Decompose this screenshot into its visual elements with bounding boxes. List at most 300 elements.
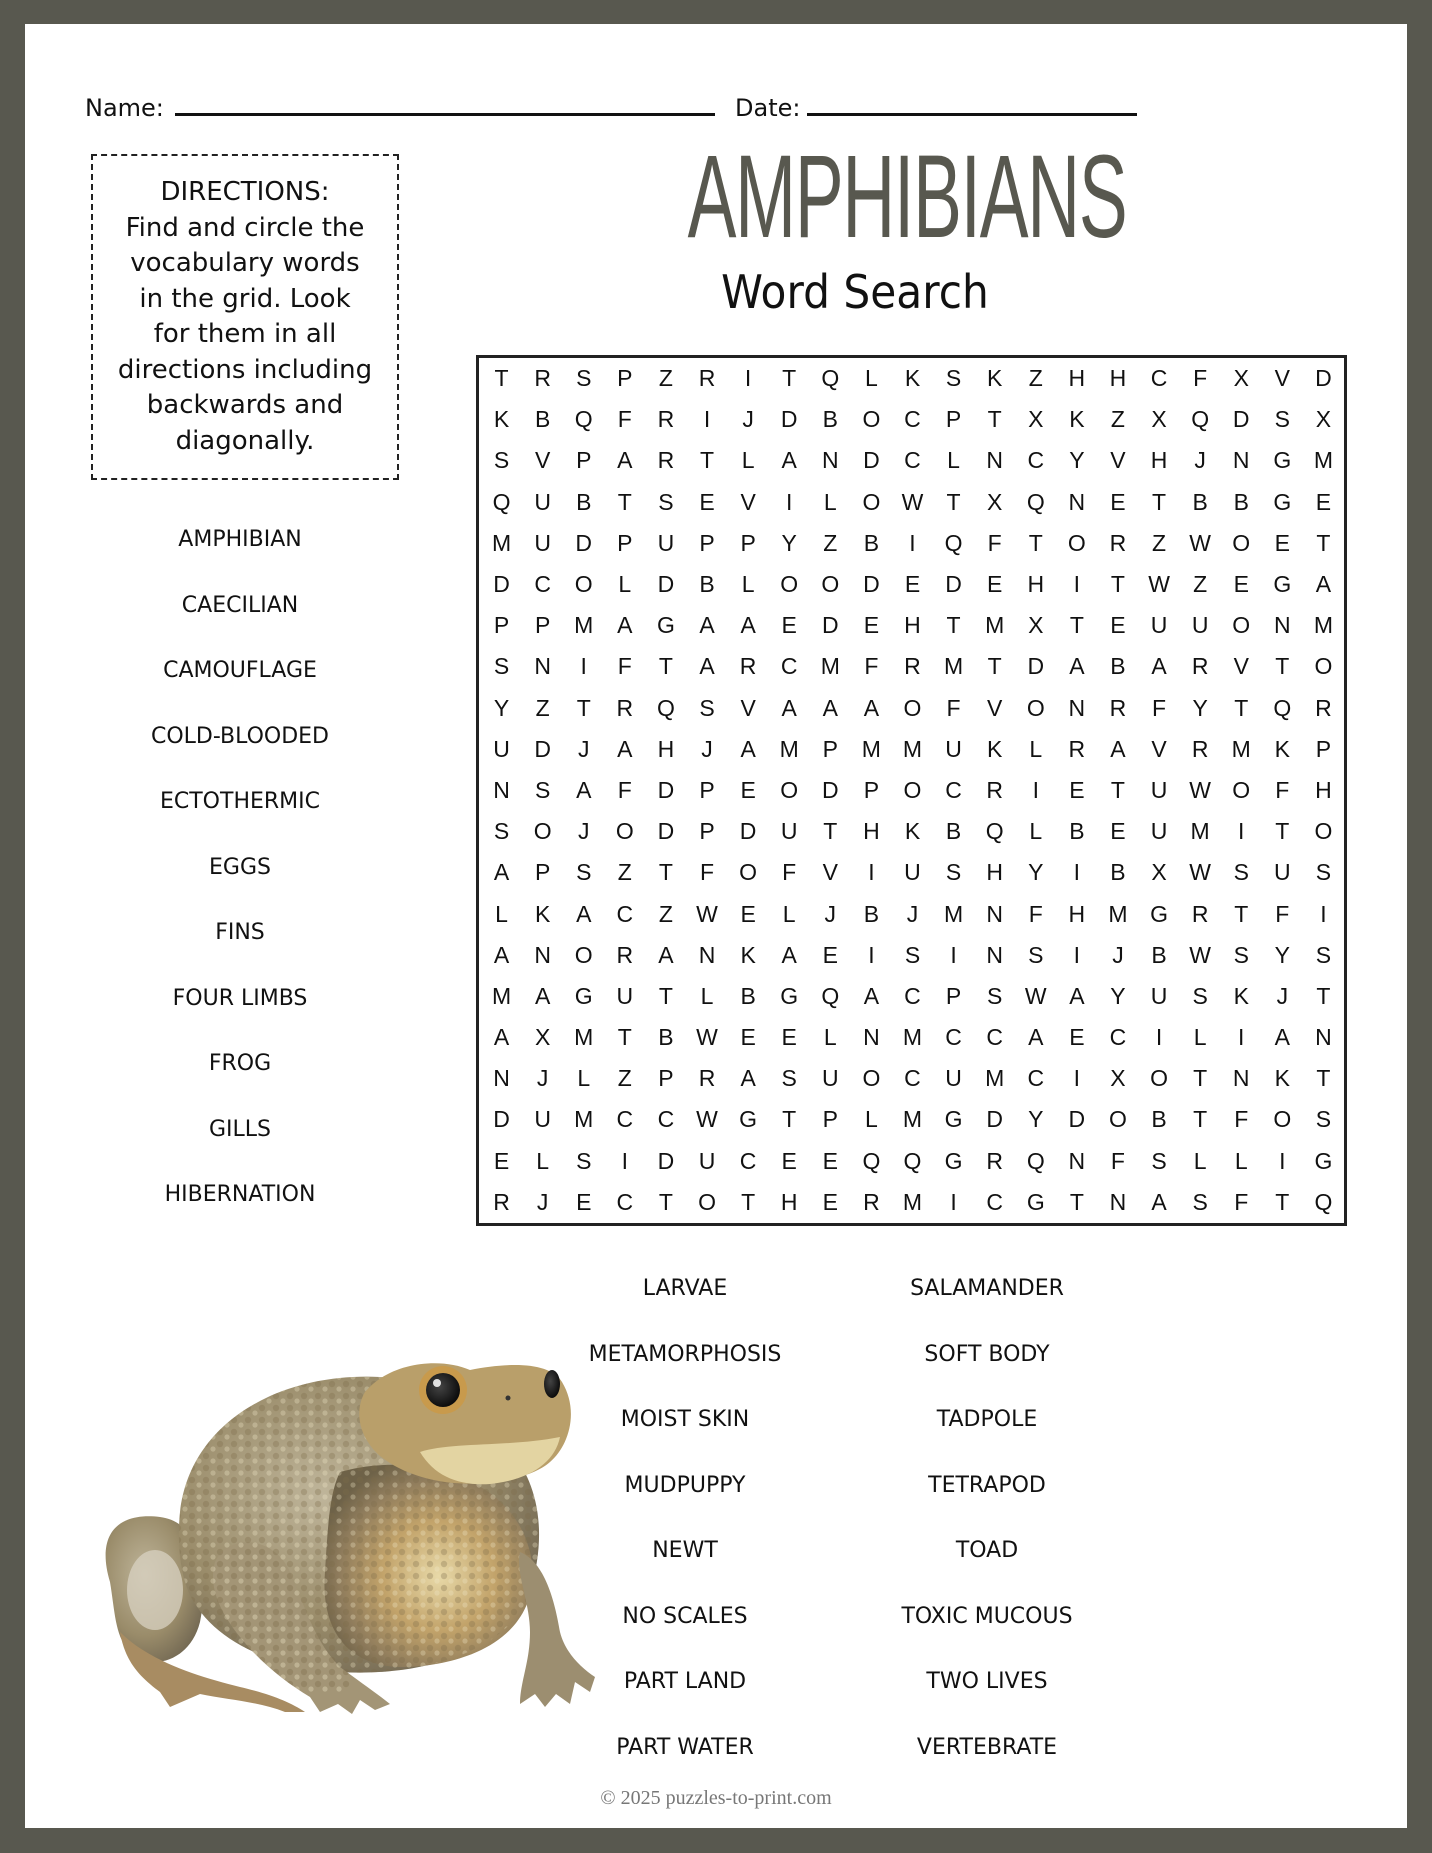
grid-cell[interactable]: K xyxy=(740,941,756,968)
grid-cell[interactable]: Z xyxy=(823,529,838,556)
grid-cell[interactable]: N xyxy=(1274,612,1291,639)
grid-cell[interactable]: T xyxy=(987,653,1002,680)
grid-cell[interactable]: R xyxy=(904,653,921,680)
grid-cell[interactable]: X xyxy=(1151,406,1167,433)
grid-cell[interactable]: M xyxy=(1231,735,1251,762)
grid-cell[interactable]: A xyxy=(863,982,880,1009)
grid-cell[interactable]: A xyxy=(617,735,633,762)
grid-cell[interactable]: O xyxy=(698,1188,716,1215)
grid-cell[interactable]: A xyxy=(781,447,797,474)
grid-cell[interactable]: L xyxy=(618,571,632,598)
grid-cell[interactable]: W xyxy=(1189,859,1211,886)
grid-cell[interactable]: D xyxy=(657,1147,675,1174)
grid-cell[interactable]: R xyxy=(657,447,675,474)
grid-cell[interactable]: S xyxy=(1192,982,1208,1009)
grid-cell[interactable]: F xyxy=(617,653,632,680)
grid-cell[interactable]: J xyxy=(536,1065,549,1092)
grid-cell[interactable]: M xyxy=(902,1024,923,1051)
grid-cell[interactable]: S xyxy=(1151,1147,1167,1174)
grid-cell[interactable]: L xyxy=(741,571,755,598)
grid-cell[interactable]: A xyxy=(781,941,797,968)
grid-cell[interactable]: D xyxy=(657,571,675,598)
grid-cell[interactable]: L xyxy=(782,900,796,927)
grid-cell[interactable]: I xyxy=(950,941,957,968)
grid-cell[interactable]: T xyxy=(782,365,797,392)
grid-cell[interactable]: C xyxy=(1027,1065,1045,1092)
grid-cell[interactable]: D xyxy=(1232,406,1250,433)
grid-cell[interactable]: C xyxy=(986,1024,1003,1051)
grid-cell[interactable]: O xyxy=(821,571,840,598)
grid-cell[interactable]: S xyxy=(904,941,921,968)
grid-cell[interactable]: N xyxy=(986,941,1003,968)
grid-cell[interactable]: Q xyxy=(903,1147,922,1174)
word-search-grid[interactable] xyxy=(476,355,1347,1226)
grid-cell[interactable]: O xyxy=(1232,529,1251,556)
grid-cell[interactable]: R xyxy=(616,941,634,968)
grid-cell[interactable]: X xyxy=(1110,1065,1126,1092)
grid-cell[interactable]: I xyxy=(1073,941,1081,968)
grid-cell[interactable]: G xyxy=(944,1147,963,1174)
grid-cell[interactable]: H xyxy=(780,1188,798,1215)
grid-cell[interactable]: B xyxy=(1233,488,1249,515)
grid-cell[interactable]: I xyxy=(1073,1065,1081,1092)
grid-cell[interactable]: Z xyxy=(617,1065,632,1092)
grid-cell[interactable]: W xyxy=(1189,529,1211,556)
grid-cell[interactable]: I xyxy=(1073,859,1081,886)
grid-cell[interactable]: A xyxy=(576,900,592,927)
grid-cell[interactable]: M xyxy=(861,735,881,762)
grid-cell[interactable]: T xyxy=(946,488,961,515)
grid-cell[interactable]: U xyxy=(821,1065,839,1092)
grid-cell[interactable]: U xyxy=(780,818,798,845)
grid-cell[interactable]: O xyxy=(780,571,799,598)
grid-cell[interactable]: C xyxy=(904,406,921,433)
grid-cell[interactable]: F xyxy=(617,406,632,433)
grid-cell[interactable]: T xyxy=(617,488,632,515)
grid-cell[interactable]: E xyxy=(822,1188,838,1215)
grid-cell[interactable]: Q xyxy=(821,365,840,392)
grid-cell[interactable]: Z xyxy=(535,694,550,721)
grid-cell[interactable]: N xyxy=(863,1024,880,1051)
grid-cell[interactable]: N xyxy=(1232,1065,1250,1092)
grid-cell[interactable]: U xyxy=(534,529,551,556)
grid-cell[interactable]: M xyxy=(943,653,964,680)
grid-cell[interactable]: A xyxy=(658,941,674,968)
grid-cell[interactable]: M xyxy=(779,735,799,762)
grid-cell[interactable]: I xyxy=(786,488,793,515)
grid-cell[interactable]: G xyxy=(1273,571,1292,598)
grid-cell[interactable]: B xyxy=(658,1024,674,1051)
grid-cell[interactable]: O xyxy=(862,1065,881,1092)
grid-cell[interactable]: O xyxy=(862,406,881,433)
grid-cell[interactable]: Q xyxy=(821,982,840,1009)
grid-cell[interactable]: M xyxy=(902,1188,923,1215)
grid-cell[interactable]: O xyxy=(574,571,593,598)
grid-cell[interactable]: U xyxy=(657,529,675,556)
grid-cell[interactable]: C xyxy=(616,1106,634,1133)
grid-cell[interactable]: D xyxy=(657,776,675,803)
grid-cell[interactable]: X xyxy=(987,488,1003,515)
grid-cell[interactable]: P xyxy=(822,1106,838,1133)
grid-cell[interactable]: F xyxy=(1275,900,1290,927)
grid-cell[interactable]: B xyxy=(822,406,838,433)
grid-cell[interactable]: O xyxy=(1150,1065,1168,1092)
grid-cell[interactable]: P xyxy=(617,529,633,556)
grid-cell[interactable]: I xyxy=(1238,1024,1245,1051)
grid-cell[interactable]: S xyxy=(493,653,510,680)
grid-cell[interactable]: H xyxy=(1068,365,1086,392)
grid-cell[interactable]: D xyxy=(863,447,880,474)
grid-cell[interactable]: Q xyxy=(1026,488,1045,515)
grid-cell[interactable]: T xyxy=(1028,529,1043,556)
grid-cell[interactable]: T xyxy=(741,1188,756,1215)
grid-cell[interactable]: I xyxy=(1073,571,1081,598)
name-field[interactable] xyxy=(175,113,715,116)
grid-cell[interactable]: C xyxy=(945,1024,962,1051)
grid-cell[interactable]: U xyxy=(1274,859,1291,886)
grid-cell[interactable]: U xyxy=(534,1106,551,1133)
grid-cell[interactable]: T xyxy=(1152,488,1167,515)
grid-cell[interactable]: U xyxy=(1150,612,1168,639)
grid-cell[interactable]: J xyxy=(536,1188,549,1215)
grid-cell[interactable]: Q xyxy=(862,1147,881,1174)
grid-cell[interactable]: G xyxy=(1314,1147,1333,1174)
grid-cell[interactable]: W xyxy=(901,488,924,515)
grid-cell[interactable]: R xyxy=(739,653,757,680)
grid-cell[interactable]: S xyxy=(576,365,592,392)
grid-cell[interactable]: O xyxy=(615,818,634,845)
grid-cell[interactable]: O xyxy=(1232,612,1251,639)
grid-cell[interactable]: L xyxy=(1029,735,1043,762)
grid-cell[interactable]: O xyxy=(1273,1106,1292,1133)
grid-cell[interactable]: D xyxy=(657,818,675,845)
grid-cell[interactable]: Q xyxy=(574,406,593,433)
grid-cell[interactable]: F xyxy=(699,859,715,886)
grid-cell[interactable]: X xyxy=(1028,612,1044,639)
grid-cell[interactable]: C xyxy=(616,900,634,927)
grid-cell[interactable]: K xyxy=(1274,1065,1290,1092)
grid-cell[interactable]: T xyxy=(782,1106,797,1133)
grid-cell[interactable]: P xyxy=(534,612,551,639)
grid-cell[interactable]: B xyxy=(863,900,880,927)
grid-cell[interactable]: P xyxy=(493,612,510,639)
grid-cell[interactable]: P xyxy=(576,447,592,474)
grid-cell[interactable]: M xyxy=(491,529,512,556)
grid-cell[interactable]: E xyxy=(987,571,1003,598)
grid-cell[interactable]: F xyxy=(1152,694,1167,721)
grid-cell[interactable]: T xyxy=(946,612,961,639)
grid-cell[interactable]: E xyxy=(1069,1024,1085,1051)
grid-cell[interactable]: M xyxy=(1313,612,1333,639)
grid-cell[interactable]: D xyxy=(780,406,798,433)
grid-cell[interactable]: Z xyxy=(658,365,673,392)
grid-cell[interactable]: D xyxy=(863,571,880,598)
grid-cell[interactable]: B xyxy=(1151,1106,1167,1133)
grid-cell[interactable]: L xyxy=(1193,1024,1207,1051)
grid-cell[interactable]: C xyxy=(739,1147,757,1174)
grid-cell[interactable]: V xyxy=(822,859,838,886)
grid-cell[interactable]: E xyxy=(699,488,715,515)
grid-cell[interactable]: I xyxy=(909,529,916,556)
grid-cell[interactable]: E xyxy=(493,1147,510,1174)
grid-cell[interactable]: P xyxy=(863,776,880,803)
grid-cell[interactable]: S xyxy=(1192,1188,1208,1215)
grid-cell[interactable]: A xyxy=(781,694,797,721)
grid-cell[interactable]: M xyxy=(985,612,1005,639)
grid-cell[interactable]: V xyxy=(1233,653,1249,680)
grid-cell[interactable]: O xyxy=(1314,818,1333,845)
grid-cell[interactable]: B xyxy=(1110,859,1126,886)
grid-cell[interactable]: G xyxy=(780,982,799,1009)
grid-cell[interactable]: B xyxy=(1192,488,1208,515)
grid-cell[interactable]: J xyxy=(577,735,590,762)
grid-cell[interactable]: I xyxy=(868,941,875,968)
grid-cell[interactable]: V xyxy=(740,488,756,515)
grid-cell[interactable]: C xyxy=(904,982,921,1009)
grid-cell[interactable]: S xyxy=(781,1065,797,1092)
grid-cell[interactable]: T xyxy=(1316,1065,1331,1092)
grid-cell[interactable]: I xyxy=(703,406,711,433)
grid-cell[interactable]: O xyxy=(1232,776,1251,803)
grid-cell[interactable]: A xyxy=(699,653,715,680)
grid-cell[interactable]: T xyxy=(823,818,838,845)
grid-cell[interactable]: A xyxy=(493,859,510,886)
grid-cell[interactable]: P xyxy=(945,982,962,1009)
grid-cell[interactable]: U xyxy=(534,488,551,515)
grid-cell[interactable]: D xyxy=(1068,1106,1086,1133)
grid-cell[interactable]: D xyxy=(493,1106,510,1133)
grid-cell[interactable]: O xyxy=(533,818,552,845)
grid-cell[interactable]: P xyxy=(699,529,715,556)
grid-cell[interactable]: A xyxy=(1110,735,1126,762)
grid-cell[interactable]: L xyxy=(864,365,878,392)
grid-cell[interactable]: L xyxy=(823,1024,837,1051)
grid-cell[interactable]: M xyxy=(902,735,923,762)
grid-cell[interactable]: B xyxy=(1110,653,1126,680)
grid-cell[interactable]: V xyxy=(740,694,756,721)
grid-cell[interactable]: E xyxy=(740,900,756,927)
grid-cell[interactable]: R xyxy=(493,1188,510,1215)
grid-cell[interactable]: A xyxy=(534,982,551,1009)
grid-cell[interactable]: E xyxy=(1069,776,1085,803)
grid-cell[interactable]: X xyxy=(1151,859,1167,886)
grid-cell[interactable]: U xyxy=(1191,612,1209,639)
grid-cell[interactable]: Q xyxy=(1191,406,1210,433)
grid-cell[interactable]: G xyxy=(656,612,675,639)
grid-cell[interactable]: R xyxy=(1109,529,1127,556)
grid-cell[interactable]: C xyxy=(1027,447,1045,474)
grid-cell[interactable]: E xyxy=(740,1024,756,1051)
grid-cell[interactable]: I xyxy=(868,859,875,886)
grid-cell[interactable]: F xyxy=(1234,1188,1249,1215)
grid-cell[interactable]: B xyxy=(1151,941,1167,968)
grid-cell[interactable]: S xyxy=(1233,859,1249,886)
grid-cell[interactable]: R xyxy=(1068,735,1086,762)
grid-cell[interactable]: B xyxy=(534,406,551,433)
grid-cell[interactable]: A xyxy=(863,694,880,721)
grid-cell[interactable]: E xyxy=(822,941,838,968)
grid-cell[interactable]: U xyxy=(698,1147,716,1174)
grid-cell[interactable]: B xyxy=(1069,818,1085,845)
grid-cell[interactable]: I xyxy=(950,1188,957,1215)
grid-cell[interactable]: N xyxy=(1068,1147,1086,1174)
grid-cell[interactable]: G xyxy=(1273,488,1292,515)
grid-cell[interactable]: C xyxy=(1150,365,1168,392)
grid-cell[interactable]: R xyxy=(986,1147,1003,1174)
grid-cell[interactable]: T xyxy=(494,365,509,392)
grid-cell[interactable]: L xyxy=(1234,1147,1248,1174)
grid-cell[interactable]: F xyxy=(946,694,961,721)
grid-cell[interactable]: R xyxy=(1191,735,1209,762)
grid-cell[interactable]: E xyxy=(1315,488,1332,515)
grid-cell[interactable]: O xyxy=(780,776,799,803)
grid-cell[interactable]: F xyxy=(864,653,879,680)
grid-cell[interactable]: E xyxy=(740,776,756,803)
grid-cell[interactable]: Z xyxy=(658,900,673,927)
grid-cell[interactable]: L xyxy=(536,1147,550,1174)
grid-cell[interactable]: O xyxy=(1314,653,1333,680)
grid-cell[interactable]: N xyxy=(698,941,716,968)
grid-cell[interactable]: R xyxy=(1109,694,1127,721)
grid-cell[interactable]: D xyxy=(534,735,551,762)
grid-cell[interactable]: E xyxy=(822,1147,838,1174)
grid-cell[interactable]: P xyxy=(658,1065,674,1092)
grid-cell[interactable]: X xyxy=(1315,406,1332,433)
grid-cell[interactable]: L xyxy=(741,447,755,474)
grid-cell[interactable]: M xyxy=(1313,447,1333,474)
grid-cell[interactable]: A xyxy=(493,941,510,968)
grid-cell[interactable]: M xyxy=(985,1065,1005,1092)
grid-cell[interactable]: Q xyxy=(1314,1188,1333,1215)
grid-cell[interactable]: U xyxy=(616,982,634,1009)
grid-cell[interactable]: E xyxy=(1233,571,1249,598)
grid-cell[interactable]: P xyxy=(740,529,756,556)
grid-cell[interactable]: A xyxy=(617,612,633,639)
grid-cell[interactable]: T xyxy=(1275,818,1290,845)
grid-cell[interactable]: Z xyxy=(1152,529,1167,556)
grid-cell[interactable]: Q xyxy=(944,529,963,556)
grid-cell[interactable]: U xyxy=(1150,818,1168,845)
grid-cell[interactable]: C xyxy=(616,1188,634,1215)
grid-cell[interactable]: U xyxy=(945,735,962,762)
grid-cell[interactable]: J xyxy=(1194,447,1206,474)
grid-cell[interactable]: P xyxy=(699,776,715,803)
grid-cell[interactable]: R xyxy=(698,1065,716,1092)
grid-cell[interactable]: N xyxy=(534,653,551,680)
grid-cell[interactable]: Q xyxy=(656,694,675,721)
grid-cell[interactable]: Q xyxy=(1273,694,1292,721)
grid-cell[interactable]: N xyxy=(986,447,1003,474)
grid-cell[interactable]: H xyxy=(904,612,921,639)
grid-cell[interactable]: Z xyxy=(1028,365,1043,392)
grid-cell[interactable]: T xyxy=(1234,694,1249,721)
grid-cell[interactable]: J xyxy=(906,900,919,927)
grid-cell[interactable]: O xyxy=(862,488,881,515)
grid-cell[interactable]: T xyxy=(1069,1188,1084,1215)
grid-cell[interactable]: T xyxy=(699,447,715,474)
grid-cell[interactable]: W xyxy=(1148,571,1170,598)
grid-cell[interactable]: I xyxy=(744,365,752,392)
grid-cell[interactable]: B xyxy=(576,488,592,515)
grid-cell[interactable]: A xyxy=(576,776,592,803)
grid-cell[interactable]: R xyxy=(1191,653,1209,680)
grid-cell[interactable]: F xyxy=(987,529,1002,556)
grid-cell[interactable]: J xyxy=(701,735,713,762)
grid-cell[interactable]: R xyxy=(986,776,1003,803)
grid-cell[interactable]: G xyxy=(574,982,593,1009)
grid-cell[interactable]: J xyxy=(1276,982,1289,1009)
grid-cell[interactable]: C xyxy=(986,1188,1003,1215)
grid-cell[interactable]: E xyxy=(781,1147,797,1174)
grid-cell[interactable]: C xyxy=(945,776,962,803)
grid-cell[interactable]: W xyxy=(1189,941,1211,968)
grid-cell[interactable]: Y xyxy=(1028,859,1044,886)
grid-cell[interactable]: S xyxy=(493,818,510,845)
grid-cell[interactable]: M xyxy=(943,900,964,927)
grid-cell[interactable]: W xyxy=(696,1024,718,1051)
grid-cell[interactable]: L xyxy=(700,982,714,1009)
grid-cell[interactable]: S xyxy=(658,488,674,515)
grid-cell[interactable]: R xyxy=(1191,900,1209,927)
grid-cell[interactable]: O xyxy=(903,776,922,803)
grid-cell[interactable]: P xyxy=(699,818,715,845)
grid-cell[interactable]: M xyxy=(574,612,594,639)
grid-cell[interactable]: D xyxy=(493,571,510,598)
grid-cell[interactable]: W xyxy=(1024,982,1047,1009)
grid-cell[interactable]: S xyxy=(699,694,715,721)
grid-cell[interactable]: D xyxy=(986,1106,1003,1133)
grid-cell[interactable]: F xyxy=(1193,365,1208,392)
grid-cell[interactable]: O xyxy=(739,859,758,886)
grid-cell[interactable]: C xyxy=(904,1065,921,1092)
grid-cell[interactable]: K xyxy=(987,735,1003,762)
grid-cell[interactable]: U xyxy=(493,735,510,762)
grid-cell[interactable]: V xyxy=(1110,447,1126,474)
grid-cell[interactable]: T xyxy=(1275,653,1290,680)
grid-cell[interactable]: T xyxy=(1069,612,1084,639)
grid-cell[interactable]: E xyxy=(863,612,880,639)
grid-cell[interactable]: U xyxy=(904,859,921,886)
grid-cell[interactable]: J xyxy=(1112,941,1124,968)
grid-cell[interactable]: S xyxy=(1233,941,1249,968)
grid-cell[interactable]: V xyxy=(1274,365,1290,392)
grid-cell[interactable]: L xyxy=(1193,1147,1207,1174)
grid-cell[interactable]: H xyxy=(1109,365,1127,392)
grid-cell[interactable]: D xyxy=(739,818,757,845)
grid-cell[interactable]: M xyxy=(820,653,840,680)
grid-cell[interactable]: E xyxy=(1110,612,1126,639)
grid-cell[interactable]: N xyxy=(1232,447,1250,474)
grid-cell[interactable]: S xyxy=(493,447,510,474)
grid-cell[interactable]: F xyxy=(617,776,632,803)
grid-cell[interactable]: D xyxy=(575,529,593,556)
date-field[interactable] xyxy=(807,113,1137,116)
grid-cell[interactable]: F xyxy=(1234,1106,1249,1133)
grid-cell[interactable]: N xyxy=(1068,694,1086,721)
grid-cell[interactable]: P xyxy=(1315,735,1332,762)
grid-cell[interactable]: S xyxy=(1028,941,1044,968)
grid-cell[interactable]: E xyxy=(1110,488,1126,515)
grid-cell[interactable]: A xyxy=(740,735,756,762)
grid-cell[interactable]: U xyxy=(1150,776,1168,803)
grid-cell[interactable]: G xyxy=(1273,447,1292,474)
grid-cell[interactable]: K xyxy=(1274,735,1290,762)
grid-cell[interactable]: Q xyxy=(985,818,1004,845)
grid-cell[interactable]: W xyxy=(1189,776,1211,803)
grid-cell[interactable]: A xyxy=(740,1065,756,1092)
grid-cell[interactable]: N xyxy=(986,900,1003,927)
grid-cell[interactable]: U xyxy=(945,1065,962,1092)
